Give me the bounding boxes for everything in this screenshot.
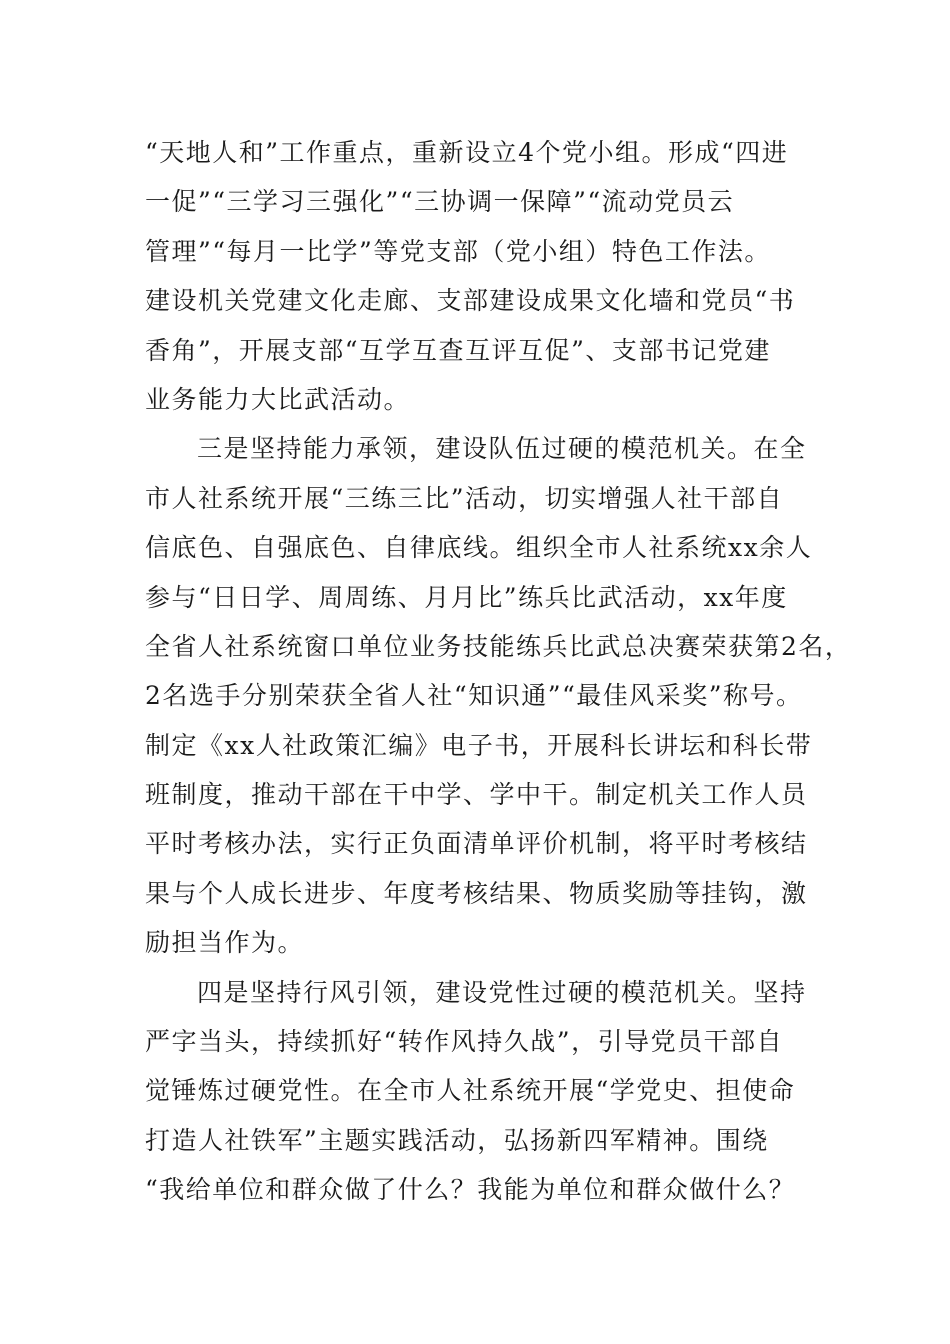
paragraph-start-line: 三是坚持能力承领，建设队伍过硬的模范机关。在全 [197,434,807,464]
paragraph-start-line: 四是坚持行风引领，建设党性过硬的模范机关。坚持 [197,977,807,1007]
text-line: 励担当作为。 [145,928,305,958]
document-body [145,128,852,1215]
text-line: 管理”“每月一比学”等党支部（党小组）特色工作法。 [145,236,771,266]
text-line: 觉锤炼过硬党性。在全市人社系统开展“学党史、担使命 [145,1076,796,1106]
text-line: “我给单位和群众做了什么？我能为单位和群众做什么？ [145,1175,796,1205]
text-line: 2名选手分别荣获全省人社“知识通”“最佳风采奖”称号。 [145,681,803,711]
text-line: 制定《xx人社政策汇编》电子书，开展科长讲坛和科长带 [145,730,813,760]
text-line: 全省人社系统窗口单位业务技能练兵比武总决赛荣获第2名， [145,631,852,661]
text-line: 建设机关党建文化走廊、支部建设成果文化墙和党员“书 [145,286,796,316]
text-line: 班制度，推动干部在干中学、学中干。制定机关工作人员 [145,780,808,810]
text-line: 果与个人成长进步、年度考核结果、物质奖励等挂钩，激 [145,878,808,908]
text-line: 打造人社铁军”主题实践活动，弘扬新四军精神。围绕 [145,1125,769,1155]
text-line: 香角”，开展支部“互学互查互评互促”、支部书记党建 [145,335,771,365]
text-line: 信底色、自强底色、自律底线。组织全市人社系统xx余人 [145,533,813,563]
text-line: 严字当头，持续抓好“转作风持久战”，引导党员干部自 [145,1027,784,1057]
text-line: “天地人和”工作重点，重新设立4个党小组。形成“四进 [145,138,789,167]
text-line: 参与“日日学、周周练、月月比”练兵比武活动，xx年度 [145,582,788,612]
text-line: 平时考核办法，实行正负面清单评价机制，将平时考核结 [145,829,808,859]
text-line: 一促”“三学习三强化”“三协调一保障”“流动党员云 [145,187,735,217]
text-line: 业务能力大比武活动。 [145,384,411,414]
text-line: 市人社系统开展“三练三比”活动，切实增强人社干部自 [145,483,784,513]
